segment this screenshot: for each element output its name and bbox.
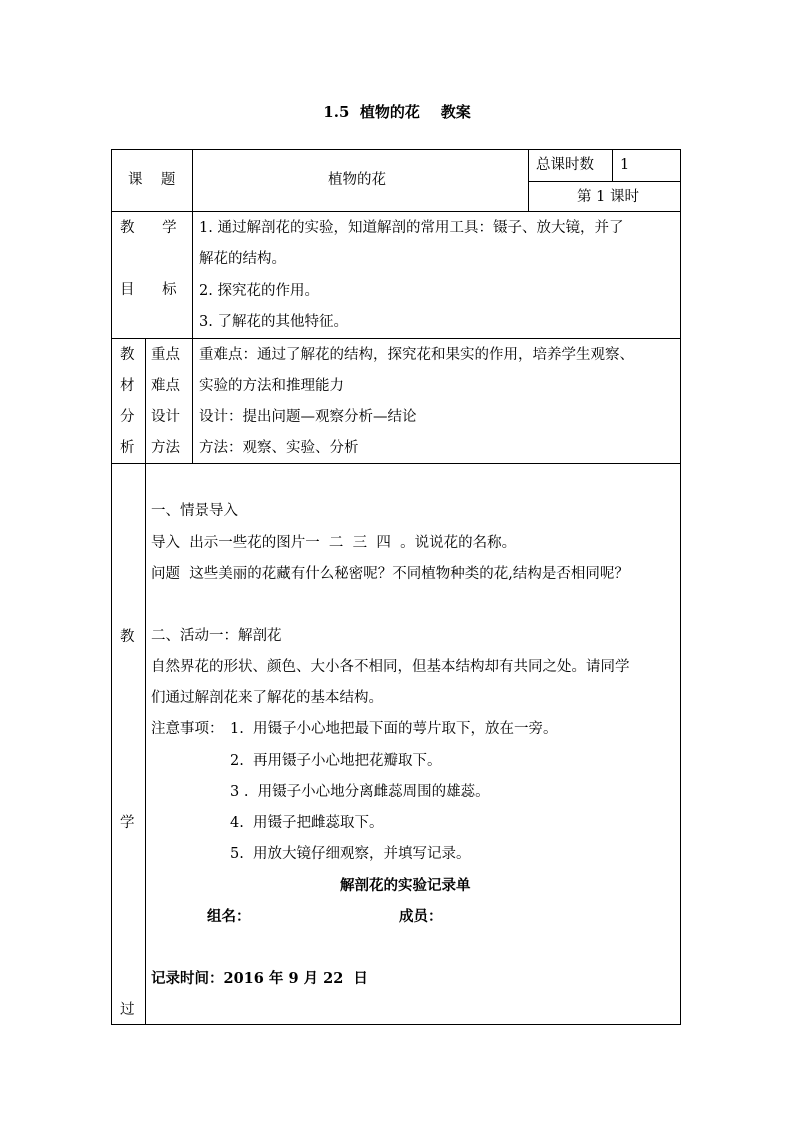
member-label: 成员： <box>399 908 443 925</box>
section-heading: 一、情景导入 <box>151 503 238 519</box>
process-label-char: 教 <box>120 629 135 645</box>
table-border-left <box>111 149 112 1025</box>
analysis-inner-label: 方法 <box>151 440 180 456</box>
table-line-header-bottom <box>111 211 681 212</box>
subject-label: 课 题 <box>128 172 176 188</box>
notes-label: 注意事项： <box>151 721 224 737</box>
group-label: 组名： <box>207 908 251 925</box>
record-title: 解剖花的实验记录单 <box>340 877 471 894</box>
table-border-top <box>111 149 681 150</box>
analysis-outer-char: 析 <box>120 440 135 456</box>
analysis-inner-label: 设计 <box>151 409 180 425</box>
process-label-char: 学 <box>120 815 135 831</box>
objective-line: 2. 探究花的作用。 <box>199 283 319 299</box>
note-item: 2. 再用镊子小心地把花瓣取下。 <box>230 753 442 769</box>
objectives-label-1: 教 学 <box>120 220 177 236</box>
note-item: 5. 用放大镜仔细观察，并填写记录。 <box>230 846 471 862</box>
analysis-line: 设计：提出问题—观察分析—结论 <box>199 409 417 425</box>
total-hours-value: 1 <box>620 157 630 173</box>
note-item: 3 . 用镊子小心地分离雌蕊周围的雄蕊。 <box>230 784 490 800</box>
table-border-bottom <box>111 1024 681 1025</box>
section-line: 自然界花的形状、颜色、大小各不相同，但基本结构却有共同之处。请同学 <box>151 659 630 675</box>
table-line-analysis-bottom <box>111 463 681 464</box>
analysis-line: 方法：观察、实验、分析 <box>199 440 359 456</box>
analysis-inner-label: 重点 <box>151 347 180 363</box>
table-line-lesson-no <box>528 181 681 182</box>
table-line-hours-col <box>528 149 529 212</box>
section-line: 导入 出示一些花的图片一 二 三 四 。说说花的名称。 <box>151 535 517 551</box>
table-line-hours-value-col <box>612 149 613 182</box>
total-hours-label: 总课时数 <box>536 157 594 173</box>
table-line-analysis-sub-col <box>145 338 146 1025</box>
analysis-outer-char: 分 <box>120 409 135 425</box>
analysis-inner-label: 难点 <box>151 378 180 394</box>
section-line: 们通过解剖花来了解花的基本结构。 <box>151 690 383 706</box>
analysis-outer-char: 教 <box>120 347 135 363</box>
table-line-objectives-bottom <box>111 338 681 339</box>
subject-value: 植物的花 <box>328 172 386 188</box>
analysis-line: 重难点：通过了解花的结构，探究花和果实的作用，培养学生观察、 <box>199 347 634 363</box>
page-title: 1.5 植物的花 教案 <box>323 103 471 121</box>
record-time: 记录时间：2016 年 9 月 22 日 <box>151 970 368 987</box>
objective-line: 解花的结构。 <box>199 251 286 267</box>
note-item: 1. 用镊子小心地把最下面的萼片取下，放在一旁。 <box>230 721 558 737</box>
table-line-label-col <box>192 149 193 464</box>
objective-line: 3. 了解花的其他特征。 <box>199 314 348 330</box>
analysis-outer-char: 材 <box>120 378 135 394</box>
lesson-number: 第 1 课时 <box>577 189 639 205</box>
section-heading: 二、活动一：解剖花 <box>151 628 282 644</box>
objective-line: 1. 通过解剖花的实验，知道解剖的常用工具：镊子、放大镜，并了 <box>199 220 624 236</box>
section-line: 问题 这些美丽的花藏有什么秘密呢？不同植物种类的花,结构是否相同呢？ <box>151 566 629 582</box>
process-label-char: 过 <box>120 1002 135 1018</box>
analysis-line: 实验的方法和推理能力 <box>199 378 344 394</box>
table-border-right <box>680 149 681 1025</box>
note-item: 4. 用镊子把雌蕊取下。 <box>230 815 384 831</box>
objectives-label-2: 目 标 <box>120 282 177 298</box>
